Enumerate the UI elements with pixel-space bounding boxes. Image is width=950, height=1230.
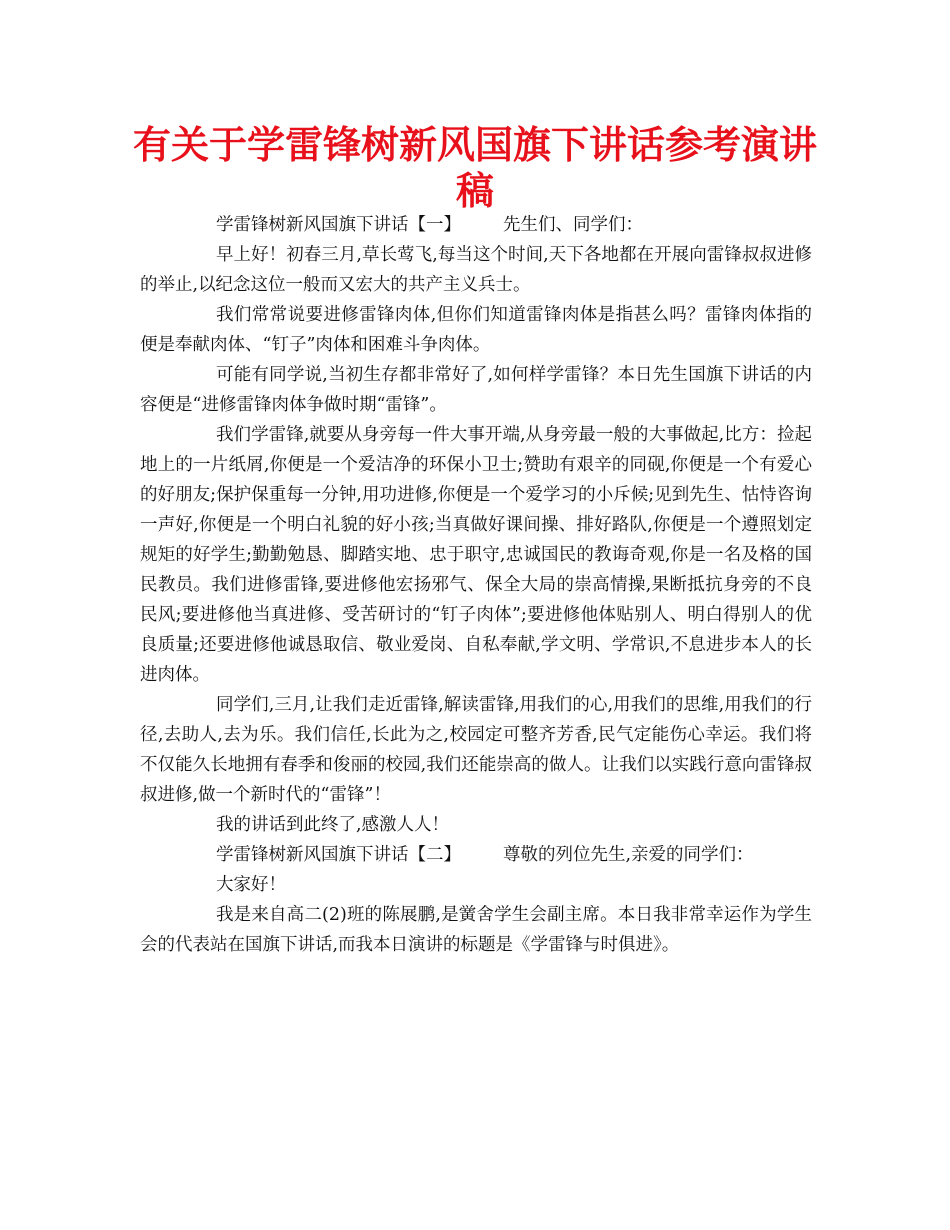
title-line-1: 有关于学雷锋树新风国旗下讲话参考演讲	[132, 123, 817, 167]
paragraph: 我们常常说要进修雷锋肉体,但你们知道雷锋肉体是指甚么吗？雷锋肉体指的便是奉献肉体、“钉子”肉体和困难斗争肉体。	[140, 305, 812, 355]
section-heading-label: 学雷锋树新风国旗下讲话【二】	[216, 845, 461, 865]
paragraph: 大家好！	[216, 875, 286, 895]
document-title	[100, 122, 850, 214]
section-heading-1	[140, 210, 812, 240]
document-body	[140, 210, 812, 960]
paragraph: 同学们,三月,让我们走近雷锋,解读雷锋,用我们的心,用我们的思维,用我们的行径,去助人,去为乐。我们信任,长此为之,校园定可整齐芳香,民气定能伤心幸运。我们将不仅能久长地拥有春季和俊丽的校园,我们还能崇高的做人。让我们以实践行意向雷锋叔叔进修,做一个新时代的“雷锋”！	[140, 695, 812, 805]
section-heading-2	[140, 840, 812, 870]
paragraph: 我的讲话到此终了,感激人人！	[216, 815, 450, 835]
salutation: 尊敬的列位先生,亲爱的同学们：	[503, 845, 754, 865]
paragraph: 早上好！初春三月,草长莺飞,每当这个时间,天下各地都在开展向雷锋叔叔进修的举止,以纪念这位一般而又宏大的共产主义兵士。	[140, 245, 812, 295]
salutation: 先生们、同学们：	[503, 215, 643, 235]
section-heading-label: 学雷锋树新风国旗下讲话【一】	[216, 215, 461, 235]
paragraph: 我是来自高二(2)班的陈展鹏,是黉舍学生会副主席。本日我非常幸运作为学生会的代表站在国旗下讲话,而我本日演讲的标题是《学雷锋与时俱进》。	[140, 905, 812, 955]
paragraph: 我们学雷锋,就要从身旁每一件大事开端,从身旁最一般的大事做起,比方：捡起地上的一片纸屑,你便是一个爱洁净的环保小卫士;赞助有艰辛的同砚,你便是一个有爱心的好朋友;保护保重每一分钟,用功进修,你便是一个爱学习的小斥候;见到先生、怙恃咨询一声好,你便是一个明白礼貌的好小孩;当真做好课间操、排好路队,你便是一个遵照划定规矩的好学生;勤勤勉恳、脚踏实地、忠于职守,忠诚国民的教诲奇观,你是一名及格的国民教员。我们进修雷锋,要进修他宏扬邪气、保全大局的崇高情操,果断抵抗身旁的不良民风;要进修他当真进修、受苦研讨的“钉子肉体”;要进修他体贴别人、明白得别人的优良质量;还要进修他诚恳取信、敬业爱岗、自私奉献,学文明、学常识,不息进步本人的长进肉体。	[140, 425, 812, 685]
title-line-2: 稿	[455, 169, 494, 213]
paragraph: 可能有同学说,当初生存都非常好了,如何样学雷锋？本日先生国旗下讲话的内容便是“进修雷锋肉体争做时期“雷锋”。	[140, 365, 812, 415]
